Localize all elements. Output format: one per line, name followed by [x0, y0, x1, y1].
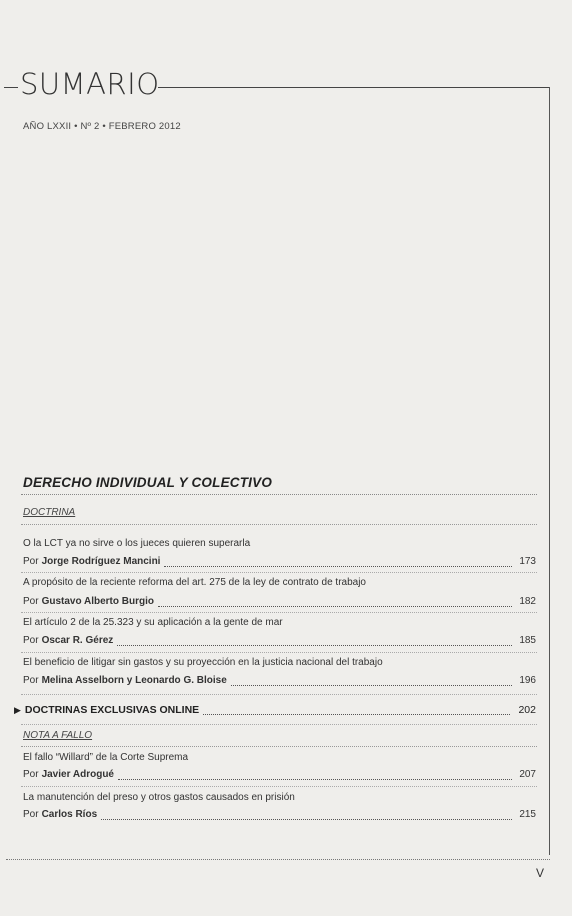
entry-title: El artículo 2 de la 25.323 y su aplicación a la gente de mar: [23, 617, 283, 628]
dot-leader: [203, 714, 510, 715]
author-name: Carlos Ríos: [41, 809, 98, 820]
entry-divider: [21, 612, 537, 613]
author-name: Gustavo Alberto Burgio: [41, 596, 154, 607]
entry-title: La manutención del preso y otros gastos causados en prisión: [23, 792, 295, 803]
online-label: DOCTRINAS EXCLUSIVAS ONLINE: [24, 704, 200, 716]
nota-divider: [21, 746, 537, 747]
section-title: DERECHO INDIVIDUAL Y COLECTIVO: [23, 475, 273, 490]
entry-divider: [21, 572, 537, 573]
page-number: 215: [519, 809, 536, 820]
author-name: Javier Adrogué: [41, 769, 114, 780]
entry-title: A propósito de la reciente reforma del art. 275 de la ley de contrato de trabajo: [23, 577, 366, 588]
por-label: Por: [23, 809, 39, 820]
entry-divider: [21, 652, 537, 653]
entry-title: O la LCT ya no sirve o los jueces quieren superarla: [23, 538, 251, 549]
entry-title: El beneficio de litigar sin gastos y su proyección en la justicia nacional del trabajo: [23, 657, 383, 668]
entry-author-row: [23, 675, 536, 689]
entry-author-row: [23, 556, 536, 570]
page-number: 185: [519, 635, 536, 646]
entry-author-row: [23, 635, 536, 649]
dot-leader: [158, 606, 512, 607]
por-label: Por: [23, 635, 39, 646]
dot-leader: [231, 685, 512, 686]
author-name: Oscar R. Gérez: [41, 635, 114, 646]
dot-leader: [101, 819, 512, 820]
entry-divider: [21, 694, 537, 695]
online-doctrinas-row[interactable]: [14, 704, 536, 719]
page-number: 173: [519, 556, 536, 567]
author-name: Jorge Rodríguez Mancini: [41, 556, 161, 567]
entry-author-row: [23, 809, 536, 823]
issue-line: AÑO LXXII • Nº 2 • FEBRERO 2012: [23, 121, 181, 132]
online-divider: [21, 724, 537, 725]
dot-leader: [117, 645, 512, 646]
page-number: 196: [519, 675, 536, 686]
doctrina-heading: DOCTRINA: [23, 507, 76, 518]
por-label: Por: [23, 556, 39, 567]
por-label: Por: [23, 769, 39, 780]
frame-right-border: [549, 87, 550, 855]
page-number: 182: [519, 596, 536, 607]
title-rule-right: [158, 87, 550, 88]
entry-author-row: [23, 596, 536, 610]
triangle-right-icon: ▶: [14, 705, 21, 715]
page-folio: V: [536, 866, 545, 880]
page-number: 207: [519, 769, 536, 780]
nota-a-fallo-heading: NOTA A FALLO: [23, 730, 93, 741]
por-label: Por: [23, 596, 39, 607]
entry-title: El fallo “Willard” de la Corte Suprema: [23, 752, 189, 763]
footer-divider: [6, 859, 550, 860]
dot-leader: [118, 779, 512, 780]
por-label: Por: [23, 675, 39, 686]
page-title: SUMARIO: [20, 67, 160, 101]
entry-divider: [21, 786, 537, 787]
page-number: 202: [518, 704, 536, 716]
title-rule-left: [4, 87, 18, 88]
doctrina-divider: [21, 524, 537, 525]
dot-leader: [164, 566, 512, 567]
author-name: Melina Asselborn y Leonardo G. Bloise: [41, 675, 227, 686]
section-divider: [21, 494, 537, 495]
entry-author-row: [23, 769, 536, 783]
